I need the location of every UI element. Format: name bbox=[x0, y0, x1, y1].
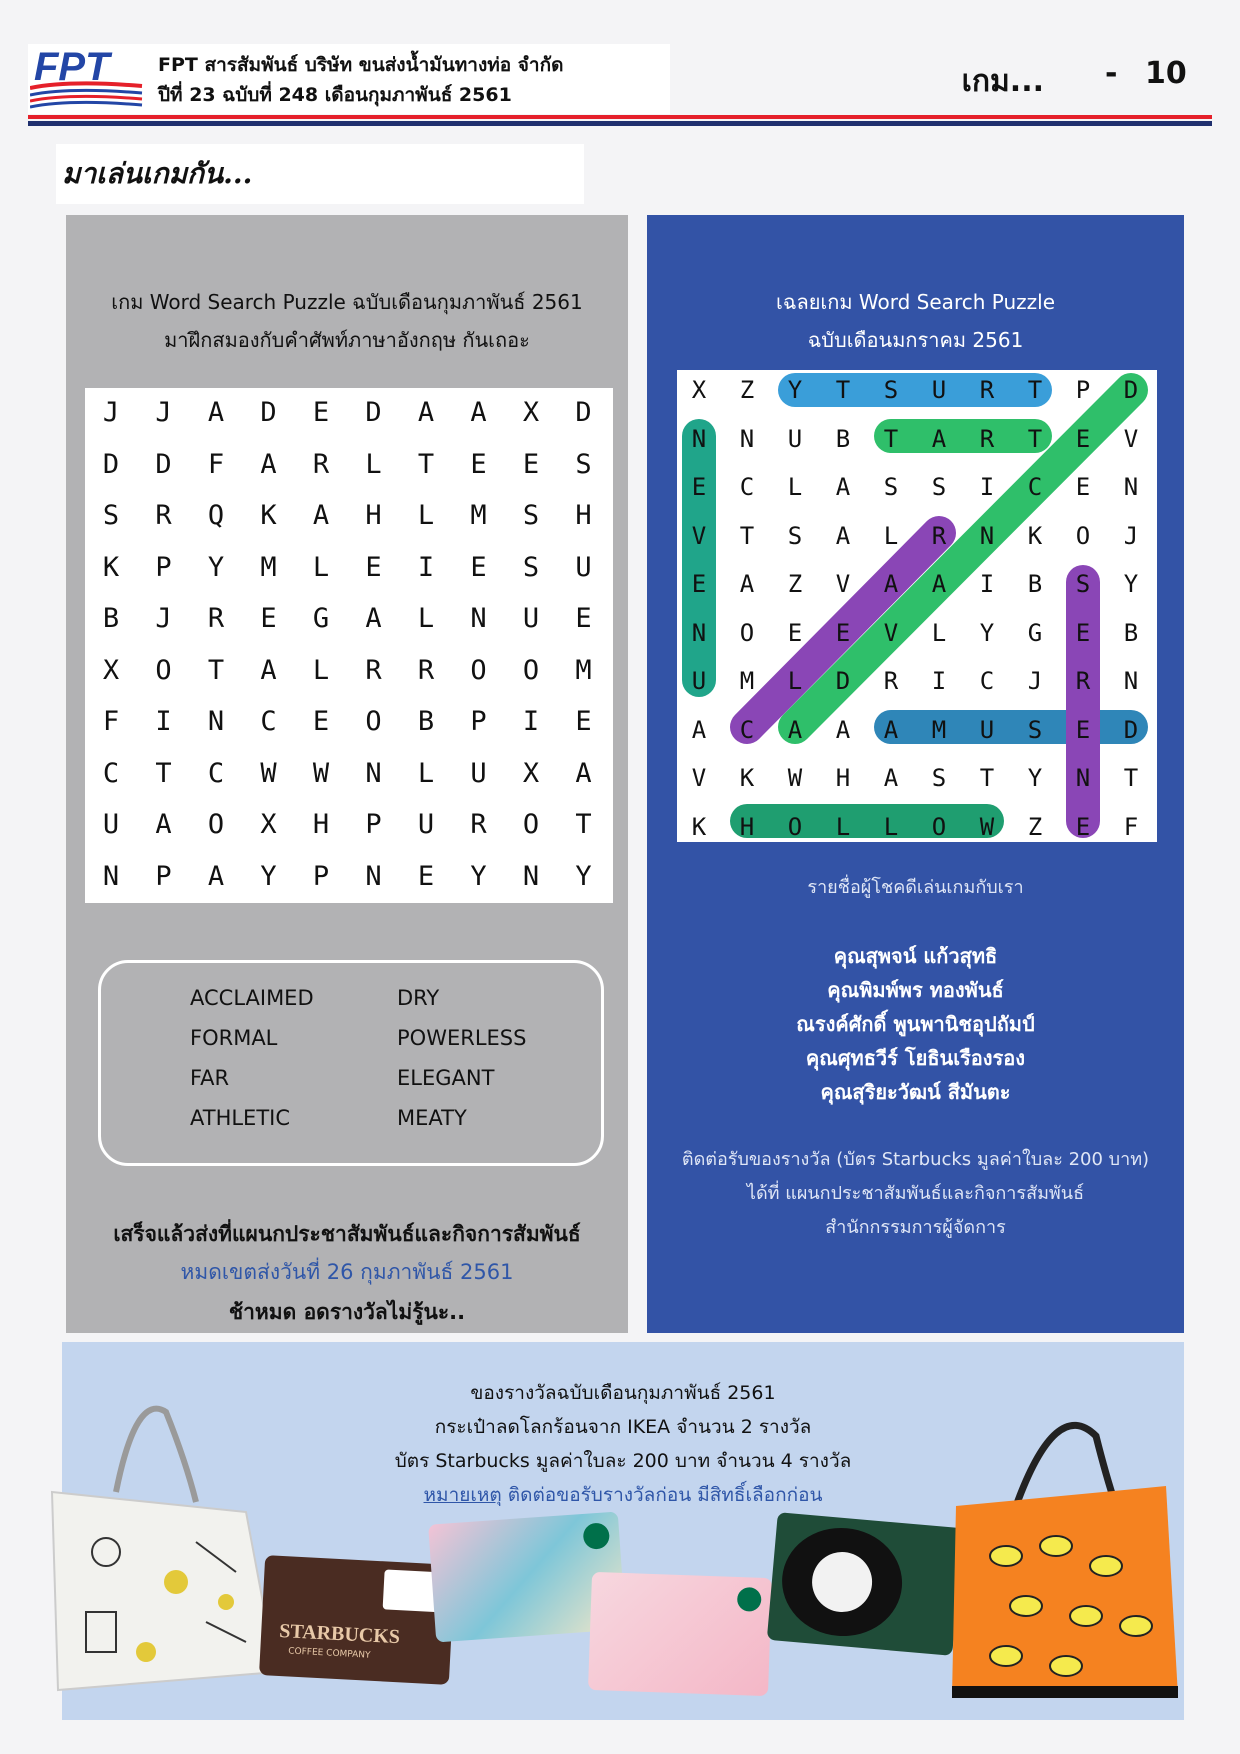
grid-letter: D bbox=[155, 448, 172, 480]
answer-letter: Z bbox=[787, 570, 803, 598]
answer-letters bbox=[677, 370, 1157, 842]
puzzle-subheading: มาฝึกสมองกับคำศัพท์ภาษาอังกฤษ กันเถอะ bbox=[164, 328, 530, 352]
answer-letter: N bbox=[1123, 473, 1139, 501]
grid-letter: E bbox=[522, 448, 540, 480]
answer-letter: T bbox=[835, 376, 851, 404]
answer-letter: S bbox=[931, 764, 947, 792]
answer-letter: E bbox=[1075, 424, 1091, 453]
answer-letter: Y bbox=[979, 618, 995, 647]
grid-letter: X bbox=[102, 654, 120, 686]
grid-letter: L bbox=[365, 448, 382, 480]
grid-letter: U bbox=[575, 551, 592, 583]
grid-letter: S bbox=[522, 551, 540, 583]
answer-letter: N bbox=[979, 521, 995, 550]
answer-letter: Y bbox=[1027, 764, 1043, 792]
grid-letter: P bbox=[470, 706, 487, 737]
answer-letter: N bbox=[1075, 764, 1091, 792]
card-sub: COFFEE COMPANY bbox=[287, 1646, 371, 1661]
answer-letter: S bbox=[931, 473, 947, 501]
grid-letter: I bbox=[417, 551, 435, 583]
answer-letter: A bbox=[835, 473, 851, 501]
answer-letter: L bbox=[835, 812, 851, 841]
grid-letter: E bbox=[365, 551, 382, 583]
grid-letter: E bbox=[470, 448, 487, 480]
answer-letter: V bbox=[691, 521, 707, 550]
answer-letter: M bbox=[739, 667, 755, 695]
answer-letter: S bbox=[787, 521, 803, 550]
answer-letter: L bbox=[787, 473, 803, 501]
grid-letter: C bbox=[102, 757, 120, 789]
grid-letter: O bbox=[365, 706, 382, 737]
page-section: เกม... bbox=[961, 64, 1044, 99]
winner-name: ณรงค์ศักดิ์ พูนพานิชอุปถัมป์ bbox=[796, 1012, 1035, 1036]
answer-letter: A bbox=[883, 764, 899, 792]
answer-grid bbox=[677, 370, 1157, 842]
answer-letter: C bbox=[979, 667, 995, 695]
answer-letter: A bbox=[835, 715, 851, 744]
grid-letter: U bbox=[417, 809, 435, 840]
answer-letter: N bbox=[691, 618, 707, 647]
grid-letter: A bbox=[417, 397, 435, 428]
prize-card: บัตร Starbucks มูลค่าใบละ 200 บาท จำนวน 4 รางวัล bbox=[394, 1450, 852, 1472]
answer-letter: I bbox=[931, 667, 947, 695]
grid-letter: T bbox=[417, 448, 435, 480]
grid-letter: A bbox=[207, 397, 225, 428]
grid-letter: R bbox=[155, 500, 172, 531]
answer-letter: L bbox=[787, 667, 803, 695]
answer-letter: W bbox=[787, 764, 803, 792]
grid-letter: S bbox=[522, 500, 540, 531]
grid-letter: O bbox=[522, 809, 540, 840]
grid-letter: F bbox=[207, 448, 225, 480]
grid-letter: I bbox=[155, 706, 172, 737]
answer-letter: N bbox=[691, 424, 707, 453]
answer-letter: A bbox=[787, 715, 803, 744]
grid-letter: K bbox=[260, 500, 277, 531]
answer-letter: B bbox=[1123, 618, 1139, 647]
word-item: ATHLETIC bbox=[190, 1106, 291, 1130]
answer-letter: R bbox=[979, 376, 995, 404]
grid-letter: R bbox=[417, 654, 435, 686]
answer-letter: C bbox=[1027, 473, 1043, 501]
grid-letter: T bbox=[155, 757, 172, 789]
starbucks-card-green bbox=[767, 1512, 963, 1656]
answer-letter: R bbox=[979, 424, 995, 453]
word-item: ELEGANT bbox=[397, 1066, 495, 1090]
starbucks-logo-icon bbox=[737, 1587, 762, 1612]
grid-letter: I bbox=[522, 706, 540, 737]
grid-letter: C bbox=[260, 706, 277, 737]
grid-letter: E bbox=[575, 603, 592, 634]
grid-letter: P bbox=[155, 860, 172, 892]
grid-letter: M bbox=[470, 500, 487, 531]
answer-letter: S bbox=[1075, 570, 1091, 598]
answer-letter: S bbox=[883, 473, 899, 501]
answer-letter: E bbox=[691, 570, 707, 598]
answer-letter: V bbox=[1123, 424, 1139, 453]
answer-letter: L bbox=[883, 812, 899, 841]
grid-letter: H bbox=[575, 500, 592, 531]
answer-letter: U bbox=[787, 424, 803, 453]
grid-letter: B bbox=[417, 706, 435, 737]
answer-subheading: ฉบับเดือนมกราคม 2561 bbox=[807, 328, 1024, 352]
ikea-tote-bag-orange bbox=[946, 1396, 1186, 1716]
answer-letter: O bbox=[931, 812, 947, 841]
grid-letter: E bbox=[470, 551, 487, 583]
grid-letter: M bbox=[575, 654, 592, 686]
answer-letter: K bbox=[1027, 521, 1043, 550]
grid-letter: O bbox=[522, 654, 540, 686]
grid-letter: A bbox=[365, 603, 382, 634]
answer-heading: เฉลยเกม Word Search Puzzle bbox=[776, 290, 1055, 314]
answer-letter: S bbox=[1027, 715, 1043, 744]
page-subtitle: มาเล่นเกมกัน... bbox=[62, 157, 253, 190]
grid-letter: O bbox=[155, 654, 172, 686]
grid-letter: U bbox=[470, 757, 487, 789]
word-list-box bbox=[98, 960, 604, 1166]
answer-letter: E bbox=[1075, 473, 1091, 501]
grid-letter: Y bbox=[470, 860, 487, 892]
grid-letter: E bbox=[312, 706, 330, 737]
grid-letter: J bbox=[155, 603, 172, 634]
note-label: หมายเหตุ bbox=[423, 1484, 502, 1506]
grid-letter: A bbox=[207, 860, 225, 892]
word-search-grid bbox=[85, 388, 613, 903]
grid-letter: R bbox=[207, 603, 225, 634]
answer-letter: Z bbox=[1027, 812, 1043, 841]
answer-letter: D bbox=[1123, 376, 1139, 404]
ikea-tote-bag-white bbox=[46, 1372, 286, 1702]
answer-letter: W bbox=[979, 812, 995, 841]
answer-letter: D bbox=[835, 667, 851, 695]
grid-letter: R bbox=[365, 654, 382, 686]
answer-letter: I bbox=[979, 473, 995, 501]
late-warning: ช้าหมด อดรางวัลไม่รู้นะ.. bbox=[228, 1300, 466, 1324]
answer-letter: P bbox=[1075, 376, 1091, 404]
grid-letter: L bbox=[312, 654, 330, 686]
answer-letter: J bbox=[1027, 667, 1043, 695]
grid-letter: E bbox=[575, 706, 592, 737]
answer-letter: I bbox=[979, 570, 995, 598]
grid-letter: A bbox=[312, 500, 330, 531]
grid-letter: N bbox=[365, 860, 382, 892]
grid-letter: D bbox=[365, 397, 382, 428]
answer-letter: O bbox=[787, 812, 803, 841]
answer-letter: Y bbox=[787, 376, 803, 404]
puzzle-heading: เกม Word Search Puzzle ฉบับเดือนกุมภาพันธ์ 2561 bbox=[111, 290, 583, 314]
grid-letter: M bbox=[260, 551, 277, 583]
answer-letter: X bbox=[691, 376, 707, 404]
magazine-issue: ปีที่ 23 ฉบับที่ 248 เดือนกุมภาพันธ์ 2561 bbox=[158, 84, 512, 106]
answer-letter: E bbox=[1075, 618, 1091, 647]
grid-letter: O bbox=[470, 654, 487, 686]
grid-letter: J bbox=[155, 397, 172, 428]
answer-letter: F bbox=[1123, 812, 1139, 841]
answer-letter: V bbox=[835, 570, 851, 598]
note-text: ติดต่อขอรับรางวัลก่อน มีสิทธิ์เลือกก่อน bbox=[501, 1484, 823, 1506]
header-rule-navy bbox=[28, 121, 1212, 126]
answer-letter: B bbox=[835, 424, 851, 453]
grid-letter: L bbox=[312, 551, 330, 583]
card-brand: STARBUCKS bbox=[278, 1619, 401, 1649]
grid-letter: N bbox=[102, 860, 120, 892]
answer-letter: A bbox=[931, 424, 947, 453]
grid-letter: D bbox=[260, 397, 277, 428]
logo-text: FPT bbox=[34, 45, 110, 89]
answer-letter: H bbox=[835, 764, 851, 792]
answer-letter: A bbox=[931, 570, 947, 598]
answer-letter: T bbox=[1123, 764, 1139, 792]
answer-letter: O bbox=[739, 618, 755, 647]
lucky-heading: รายชื่อผู้โชคดีเล่นเกมกับเรา bbox=[807, 877, 1024, 898]
grid-letter: A bbox=[155, 809, 172, 840]
answer-letter: A bbox=[739, 570, 755, 598]
grid-letter: R bbox=[312, 448, 330, 480]
answer-letter: R bbox=[1075, 667, 1091, 695]
submit-instruction: เสร็จแล้วส่งที่แผนกประชาสัมพันธ์และกิจการสัมพันธ์ bbox=[113, 1222, 581, 1246]
grid-letter: S bbox=[575, 448, 592, 480]
answer-letter: R bbox=[931, 521, 947, 550]
word-item: MEATY bbox=[397, 1106, 467, 1130]
grid-letter: U bbox=[522, 603, 540, 634]
answer-letter: K bbox=[739, 764, 755, 792]
grid-letter: J bbox=[102, 397, 120, 428]
grid-letter: P bbox=[312, 860, 330, 892]
answer-letter: U bbox=[691, 667, 707, 695]
grid-letter: N bbox=[522, 860, 540, 892]
starbucks-logo-icon bbox=[582, 1522, 610, 1550]
contact-line: ได้ที่ แผนกประชาสัมพันธ์และกิจการสัมพันธ์ bbox=[746, 1183, 1085, 1204]
answer-letter: S bbox=[883, 376, 899, 404]
winner-name: คุณสุริยะวัฒน์ สีมันตะ bbox=[820, 1080, 1011, 1104]
grid-letter: X bbox=[522, 397, 540, 428]
grid-letter: Y bbox=[260, 860, 277, 892]
answer-letter: D bbox=[1123, 715, 1139, 744]
word-item: POWERLESS bbox=[397, 1026, 527, 1050]
grid-letter: G bbox=[312, 603, 330, 634]
grid-letter: R bbox=[470, 809, 487, 840]
contact-line: ติดต่อรับของรางวัล (บัตร Starbucks มูลค่าใบละ 200 บาท) bbox=[681, 1149, 1150, 1170]
grid-letter: T bbox=[575, 809, 592, 840]
starbucks-card-pink bbox=[588, 1572, 772, 1696]
answer-letter: E bbox=[835, 618, 851, 647]
answer-letter: C bbox=[739, 473, 755, 501]
grid-letter: Y bbox=[575, 860, 592, 892]
magazine-title: FPT สารสัมพันธ์ บริษัท ขนส่งน้ำมันทางท่อ จำกัด bbox=[158, 54, 564, 76]
grid-letter: T bbox=[207, 654, 225, 686]
grid-letter: L bbox=[417, 603, 435, 634]
grid-letter: Q bbox=[207, 500, 225, 531]
grid-letter: E bbox=[417, 860, 435, 892]
answer-letter: J bbox=[1123, 521, 1139, 550]
contact-line: สำนักกรรมการผู้จัดการ bbox=[825, 1217, 1006, 1238]
grid-letter: D bbox=[102, 448, 120, 480]
answer-letter: N bbox=[1123, 667, 1139, 695]
winner-name: คุณสุพจน์ แก้วสุทธิ bbox=[833, 944, 998, 968]
grid-letter: S bbox=[102, 500, 120, 531]
answer-letter: V bbox=[883, 618, 899, 647]
answer-letter: Z bbox=[739, 376, 755, 404]
grid-letter: B bbox=[102, 603, 120, 634]
answer-letter: T bbox=[1027, 424, 1043, 453]
starbucks-card-brown bbox=[259, 1555, 455, 1685]
page-number: 10 bbox=[1145, 56, 1187, 91]
fpt-logo bbox=[30, 44, 144, 110]
answer-letter: L bbox=[931, 618, 947, 647]
grid-letter: A bbox=[575, 757, 592, 789]
grid-letter: P bbox=[365, 809, 382, 840]
grid-letter: L bbox=[417, 500, 435, 531]
word-item: ACCLAIMED bbox=[190, 986, 314, 1010]
grid-letter: X bbox=[522, 757, 540, 789]
winner-name: คุณพิมพ์พร ทองพันธ์ bbox=[827, 978, 1004, 1002]
grid-letter: K bbox=[102, 551, 120, 583]
answer-letter: B bbox=[1027, 570, 1043, 598]
answer-letter: E bbox=[1075, 715, 1091, 744]
answer-letter: A bbox=[691, 715, 707, 744]
prize-bag: กระเป๋าลดโลกร้อนจาก IKEA จำนวน 2 รางวัล bbox=[434, 1416, 812, 1438]
answer-letter: T bbox=[739, 521, 755, 550]
grid-letter: U bbox=[102, 809, 120, 840]
answer-letter: L bbox=[883, 521, 899, 550]
answer-letter: A bbox=[883, 570, 899, 598]
grid-letter: H bbox=[312, 809, 330, 840]
answer-letter: Y bbox=[1123, 570, 1139, 598]
word-item: FORMAL bbox=[190, 1026, 278, 1050]
answer-letter: O bbox=[1075, 521, 1091, 550]
deadline-text: หมดเขตส่งวันที่ 26 กุมภาพันธ์ 2561 bbox=[180, 1260, 514, 1284]
grid-letter: W bbox=[260, 757, 277, 789]
grid-letter: L bbox=[417, 757, 435, 789]
grid-letter: A bbox=[470, 397, 487, 428]
grid-letter: N bbox=[365, 757, 382, 789]
grid-letter: D bbox=[575, 397, 592, 428]
answer-letter: E bbox=[691, 473, 707, 501]
grid-letter: N bbox=[470, 603, 487, 634]
answer-letter: C bbox=[739, 715, 755, 744]
winner-name: คุณศุทธวีร์ โยธินเรืองรอง bbox=[805, 1046, 1026, 1070]
answer-letter: G bbox=[1027, 618, 1043, 647]
grid-letter: N bbox=[207, 706, 225, 737]
grid-letter: X bbox=[260, 809, 277, 840]
answer-letter: M bbox=[931, 715, 947, 744]
answer-letter: K bbox=[691, 812, 707, 841]
answer-letter: A bbox=[883, 715, 899, 744]
answer-letter: N bbox=[739, 424, 755, 453]
answer-letter: H bbox=[739, 812, 755, 841]
answer-letter: T bbox=[1027, 376, 1043, 404]
grid-letter: Y bbox=[207, 551, 225, 583]
grid-letter: W bbox=[312, 757, 330, 789]
answer-letter: U bbox=[931, 376, 947, 404]
answer-letter: U bbox=[979, 715, 995, 744]
word-item: DRY bbox=[397, 986, 440, 1010]
grid-letter: C bbox=[207, 757, 225, 789]
answer-letter: V bbox=[691, 764, 707, 792]
answer-letter: T bbox=[883, 424, 899, 453]
page-dash: - bbox=[1105, 56, 1118, 91]
grid-letter: A bbox=[260, 654, 277, 686]
answer-letter: R bbox=[883, 667, 899, 695]
answer-letter: E bbox=[787, 618, 803, 647]
grid-letter: H bbox=[365, 500, 382, 531]
grid-letter: P bbox=[155, 551, 172, 583]
header-rule-red bbox=[28, 115, 1212, 119]
answer-letter: T bbox=[979, 764, 995, 792]
answer-letter: E bbox=[1075, 812, 1091, 841]
prize-heading: ของรางวัลฉบับเดือนกุมภาพันธ์ 2561 bbox=[470, 1382, 776, 1404]
grid-letter: F bbox=[102, 706, 120, 737]
word-item: FAR bbox=[190, 1066, 230, 1090]
grid-letter: E bbox=[260, 603, 277, 634]
grid-letter: O bbox=[207, 809, 225, 840]
grid-letter: E bbox=[312, 397, 330, 428]
grid-letter: A bbox=[260, 448, 277, 480]
answer-letter: A bbox=[835, 521, 851, 550]
